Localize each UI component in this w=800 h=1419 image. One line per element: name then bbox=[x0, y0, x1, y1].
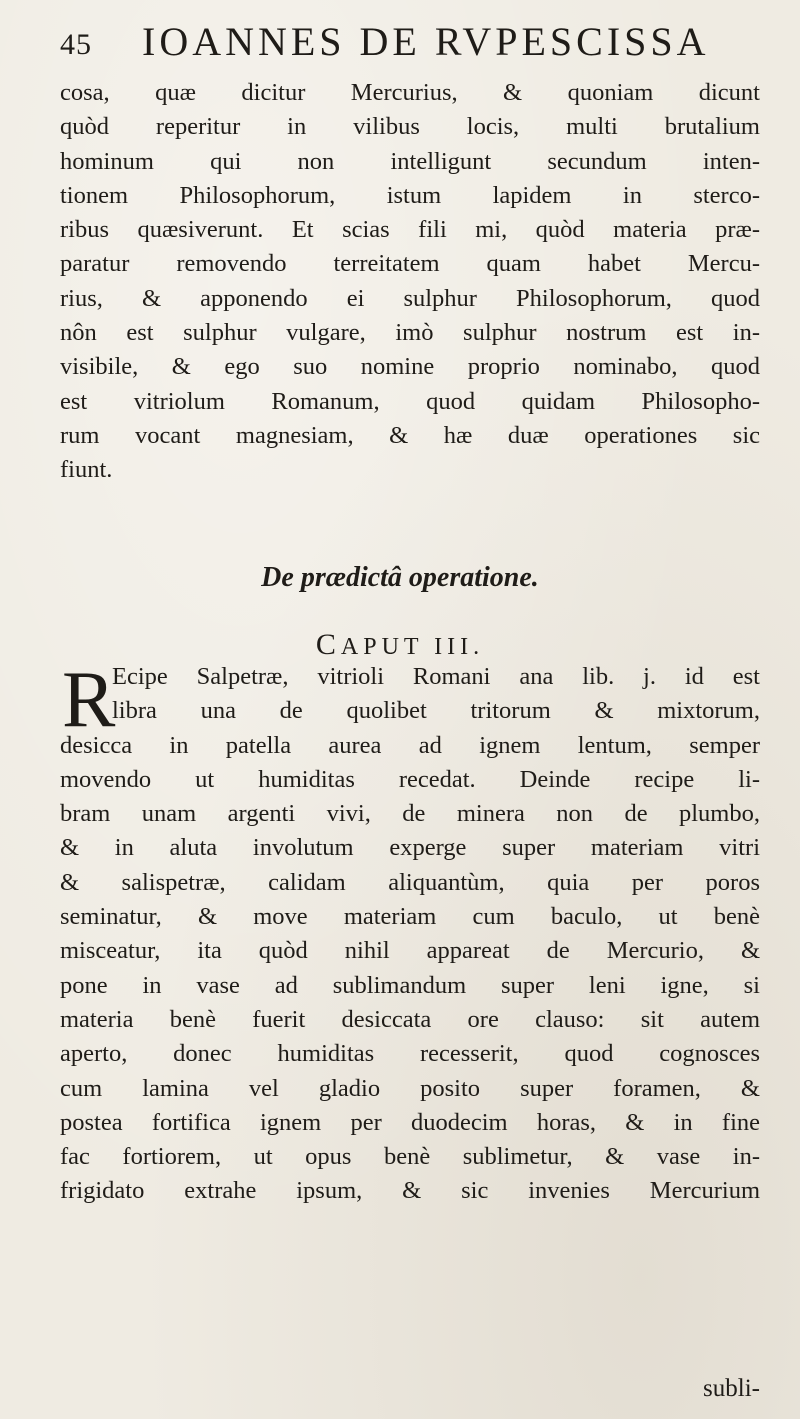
text-line: movendo ut humiditas recedat. Deinde recipe li- bbox=[60, 765, 760, 793]
text-line: postea fortifica ignem per duodecim horas, & in fine bbox=[60, 1108, 760, 1136]
drop-cap: R bbox=[62, 656, 116, 744]
text-line: hominum qui non intelligunt secundum inten- bbox=[60, 147, 760, 175]
text-line: & in aluta involutum experge super materiam vitri bbox=[60, 834, 760, 862]
text-line: tionem Philosophorum, istum lapidem in sterco- bbox=[60, 181, 760, 209]
section-heading: De prædictâ operatione. bbox=[261, 562, 539, 593]
chapter-word: APUT bbox=[340, 634, 424, 660]
text-line: bram unam argenti vivi, de minera non de plumbo, bbox=[60, 800, 760, 828]
text-line: rum vocant magnesiam, & hæ duæ operationes sic bbox=[60, 421, 760, 449]
text-line: fac fortiorem, ut opus benè sublimetur, & vase in- bbox=[60, 1143, 760, 1171]
text-line: aperto, donec humiditas recesserit, quod cognosces bbox=[60, 1040, 760, 1068]
text-line: materia benè fuerit desiccata ore clauso: sit autem bbox=[60, 1005, 760, 1033]
text-line: misceatur, ita quòd nihil appareat de Mercurio, & bbox=[60, 937, 760, 965]
text-line: paratur removendo terreitatem quam habet Mercu- bbox=[60, 250, 760, 278]
text-line: desicca in patella aurea ad ignem lentum, semper bbox=[60, 731, 760, 759]
text-line: pone in vase ad sublimandum super leni igne, si bbox=[60, 971, 760, 999]
text-line: & salispetræ, calidam aliquantùm, quia per poros bbox=[60, 868, 760, 896]
text-line: frigidato extrahe ipsum, & sic invenies Mercurium bbox=[60, 1177, 760, 1205]
text-line: seminatur, & move materiam cum baculo, ut benè bbox=[60, 903, 760, 931]
running-head: IOANNES DE RVPESCISSA bbox=[142, 19, 710, 64]
text-line: libra una de quolibet tritorum & mixtorum, bbox=[112, 697, 760, 725]
paragraph-2 bbox=[60, 656, 760, 1209]
chapter-number: III. bbox=[434, 634, 485, 660]
text-line: cum lamina vel gladio posito super foramen, & bbox=[60, 1074, 760, 1102]
text-line: nôn est sulphur vulgare, imò sulphur nostrum est in- bbox=[60, 319, 760, 347]
text-line: visibile, & ego suo nomine proprio nominabo, quod bbox=[60, 353, 760, 381]
text-line: quòd reperitur in vilibus locis, multi brutalium bbox=[60, 113, 760, 141]
chapter-initial: C bbox=[315, 628, 341, 661]
text-line: cosa, quæ dicitur Mercurius, & quoniam dicunt bbox=[60, 79, 760, 106]
catchword: subli- bbox=[703, 1375, 760, 1402]
page-header bbox=[60, 18, 760, 70]
text-line: est vitriolum Romanum, quod quidam Philosopho- bbox=[60, 387, 760, 415]
text-line: Ecipe Salpetræ, vitrioli Romani ana lib. j. id est bbox=[112, 663, 760, 690]
text-line: ribus quæsiverunt. Et scias fili mi, quòd materia præ- bbox=[60, 216, 760, 244]
text-line: rius, & apponendo ei sulphur Philosophorum, quod bbox=[60, 284, 760, 312]
text-line: fiunt. bbox=[60, 456, 113, 484]
paragraph-1 bbox=[60, 76, 760, 488]
page-number: 45 bbox=[60, 28, 92, 61]
chapter-heading bbox=[0, 628, 800, 662]
